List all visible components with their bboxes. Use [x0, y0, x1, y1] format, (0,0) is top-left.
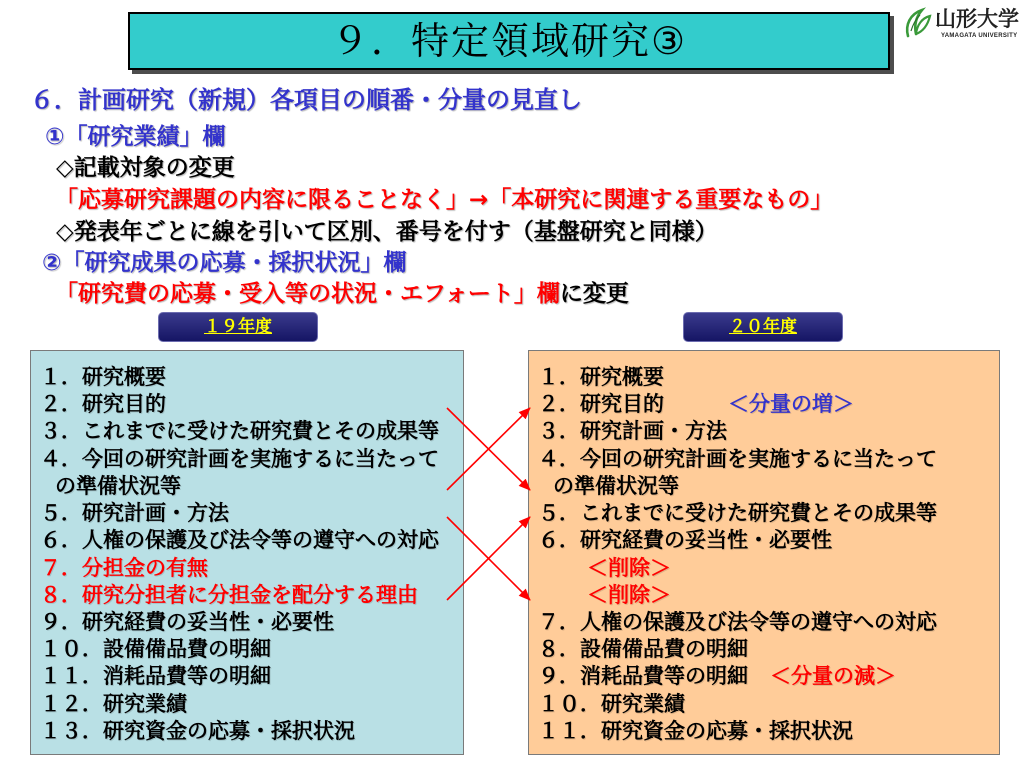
fy20-list-item: １０．研究業績 — [538, 691, 685, 716]
fy19-list-item: ４．今回の研究計画を実施するに当たって — [40, 446, 439, 471]
item1-bullet-numbering: ◇発表年ごとに線を引いて区別、番号を付す（基盤研究と同様） — [56, 219, 718, 245]
section-heading: ６．計画研究（新規）各項目の順番・分量の見直し — [30, 86, 582, 114]
item2-heading: ②「研究成果の応募・採択状況」欄 — [42, 250, 407, 276]
decrease-note: ＜分量の減＞ — [770, 664, 896, 689]
university-logo — [903, 4, 1021, 44]
fy20-list-item: ６．研究経費の妥当性・必要性 — [538, 528, 832, 553]
fy19-list-item: １１．消耗品費等の明細 — [40, 664, 271, 689]
university-name-english: YAMAGATA UNIVERSITY — [941, 33, 1018, 39]
title-box — [128, 12, 890, 70]
fy19-list-item: ５．研究計画・方法 — [40, 501, 229, 526]
item1-heading: ①「研究業績」欄 — [45, 124, 226, 150]
item2-detail — [55, 280, 629, 308]
item1-change-detail: 「応募研究課題の内容に限ることなく」→「本研究に関連する重要なもの」 — [55, 187, 834, 213]
item1-bullet-change-target: ◇記載対象の変更 — [56, 155, 235, 181]
fy19-badge — [158, 312, 318, 342]
deleted-note: ＜削除＞ — [587, 582, 671, 607]
fy20-list-item: １．研究概要 — [538, 365, 664, 389]
fy19-list-item: ６．人権の保護及び法令等の遵守への対応 — [40, 528, 439, 553]
fy20-list-item: ３．研究計画・方法 — [538, 419, 727, 444]
leaf-logo-icon — [903, 7, 933, 39]
fy20-list-item: ５．これまでに受けた研究費とその成果等 — [538, 501, 937, 526]
fy20-list-item-text: ９．消耗品費等の明細 — [538, 664, 748, 689]
item2-detail-suffix: に変更 — [559, 281, 629, 307]
fy20-list-item: ８．設備備品費の明細 — [538, 637, 748, 662]
fy20-list-item: ４．今回の研究計画を実施するに当たって — [538, 446, 937, 471]
fy19-list-item: ９．研究経費の妥当性・必要性 — [40, 609, 334, 634]
fy20-badge — [683, 312, 843, 342]
fy19-list-item-removed: ８．研究分担者に分担金を配分する理由 — [40, 582, 418, 607]
fy20-badge-label: ２０年度 — [729, 317, 797, 337]
fy20-list-item: １１．研究資金の応募・採択状況 — [538, 718, 853, 743]
increase-note: ＜分量の増＞ — [728, 392, 854, 417]
fy19-list-item: １３．研究資金の応募・採択状況 — [40, 718, 355, 743]
fy20-list-item — [538, 391, 999, 418]
fy20-list-item-continuation: の準備状況等 — [553, 473, 679, 498]
fy19-list-item: １．研究概要 — [40, 365, 166, 389]
fy20-panel — [528, 350, 1000, 755]
fy20-list-item: ７．人権の保護及び法令等の遵守への対応 — [538, 609, 937, 634]
item2-detail-highlight: 「研究費の応募・受入等の状況・エフォート」欄 — [55, 281, 560, 307]
fy20-list-item-text: ２．研究目的 — [538, 392, 664, 417]
fy19-badge-label: １９年度 — [204, 317, 272, 337]
slide-title: ９．特定領域研究③ — [330, 19, 688, 63]
fy19-list-item: １２．研究業績 — [40, 691, 187, 716]
fy19-list-item-removed: ７．分担金の有無 — [40, 555, 208, 580]
fy20-list-item — [538, 663, 999, 690]
fy19-list-item: ３．これまでに受けた研究費とその成果等 — [40, 419, 439, 444]
fy19-list-item: ２．研究目的 — [40, 392, 166, 417]
university-name: 山形大学 — [935, 6, 1019, 31]
fy19-panel — [30, 350, 464, 755]
fy19-list-item-continuation: の準備状況等 — [55, 473, 181, 498]
deleted-note: ＜削除＞ — [587, 555, 671, 580]
fy19-list-item: １０．設備備品費の明細 — [40, 637, 271, 662]
